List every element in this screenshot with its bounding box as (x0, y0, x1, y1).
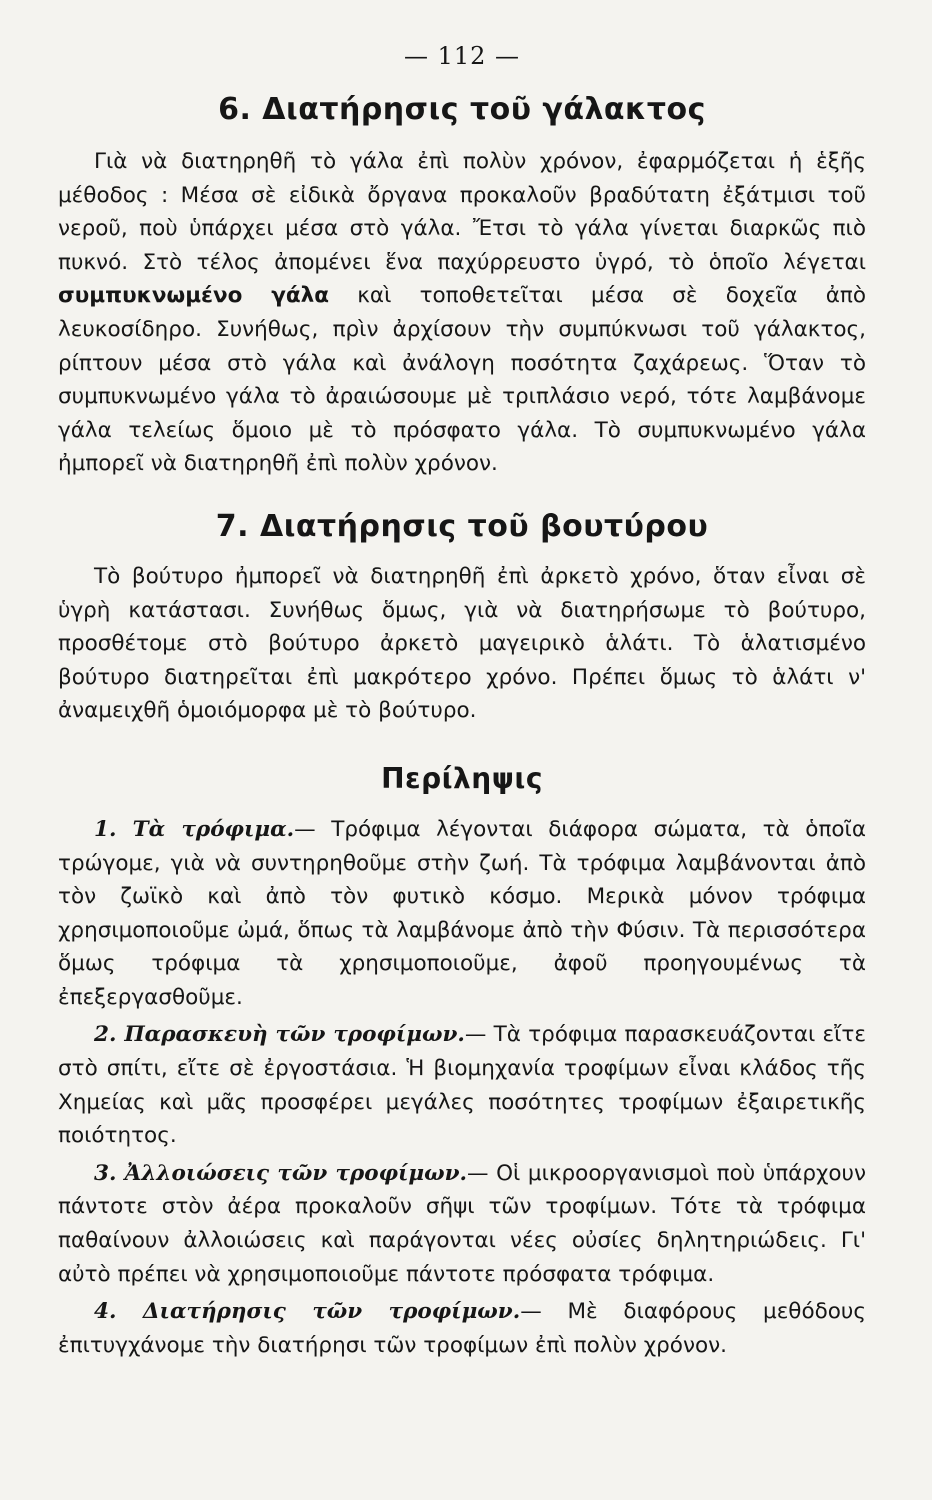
section-6-text-a: Γιὰ νὰ διατηρηθῆ τὸ γάλα ἐπὶ πολὺν χρόνον, ἐφαρμόζεται ἡ ἑξῆς μέθοδος : Μέσα σὲ εἰδικὰ ὄργανα προκαλοῦν βραδύτατη ἐξάτμισι τοῦ νεροῦ, ποὺ ὑπάρχει μέσα στὸ γάλα. Ἔτσι τὸ γάλα γίνεται διαρκῶς πιὸ πυκνό. Στὸ τέλος ἀπομένει ἕνα παχύρρευστο ὑγρό, τὸ ὁποῖο λέγεται (58, 149, 866, 275)
summary-item-2-head: 2. Παρασκευὴ τῶν τροφίμων. (94, 1022, 465, 1048)
page-number: — 112 — (403, 42, 521, 70)
summary-item-1-head: 1. Τὰ τρόφιμα. (94, 816, 295, 842)
section-6-text-b: καὶ τοποθετεῖται μέσα σὲ δοχεῖα ἀπὸ λευκοσίδηρο. Συνήθως, πρὶν ἀρχίσουν τὴν συμπύκνωσι τοῦ γάλακτος, ρίπτουν μέσα στὸ γάλα καὶ ἀνάλογη ποσότητα ζαχάρεως. Ὅταν τὸ συμπυκνωμένο γάλα τὸ ἀραιώσουμε μὲ τριπλάσιο νερό, τότε λαμβάνομε γάλα τελείως ὅμοιο μὲ τὸ πρόσφατο γάλα. Τὸ συμπυκνωμένο γάλα ἠμπορεῖ νὰ διατηρηθῆ ἐπὶ πολὺν χρόνον. (58, 283, 866, 477)
summary-item-1 (58, 813, 866, 1015)
bold-term-condensed-milk: συμπυκνωμένο γάλα (58, 283, 330, 309)
summary-item-4-text: — Μὲ διαφόρους μεθόδους ἐπιτυγχάνομε τὴν διατήρησι τῶν τροφίμων ἐπὶ πολὺν χρόνον. (58, 1299, 866, 1358)
section-6-heading: 6. Διατήρησις τοῦ γάλακτος (218, 92, 706, 127)
summary-item-2-text: — Τὰ τρόφιμα παρασκευάζονται εἴτε στὸ σπίτι, εἴτε σὲ ἐργοστάσια. Ἡ βιομηχανία τροφίμων εἶναι κλάδος τῆς Χημείας καὶ μᾶς προσφέρει μεγάλες ποσότητες τροφίμων ἐξαιρετικῆς ποιότητος. (58, 1022, 866, 1149)
summary-heading: Περίληψις (381, 761, 543, 795)
summary-item-4-head: 4. Διατήρησις τῶν τροφίμων. (94, 1299, 521, 1325)
section-7-paragraph: Τὸ βούτυρο ἠμπορεῖ νὰ διατηρηθῆ ἐπὶ ἀρκετὸ χρόνο, ὅταν εἶναι σὲ ὑγρὴ κατάστασι. Συνήθως ὅμως, γιὰ νὰ διατηρήσωμε τὸ βούτυρο, προσθέτομε στὸ βούτυρο ἀρκετὸ μαγειρικὸ ἁλάτι. Τὸ ἁλατισμένο βούτυρο διατηρεῖται ἐπὶ μακρότερο χρόνο. Πρέπει ὅμως τὸ ἁλάτι ν' ἀναμειχθῆ ὁμοιόμορφα μὲ τὸ βούτυρο. (58, 563, 866, 724)
summary-item-4 (58, 1295, 866, 1362)
section-7-heading: 7. Διατήρησις τοῦ βουτύρου (215, 508, 709, 544)
summary-item-3 (58, 1157, 866, 1291)
summary-item-2 (58, 1018, 866, 1152)
summary-item-3-text: — Οἱ μικροοργανισμοὶ ποὺ ὑπάρχουν πάντοτε στὸν ἀέρα προκαλοῦν σῆψι τῶν τροφίμων. Τότε τὰ τρόφιμα παθαίνουν ἀλλοιώσεις καὶ παράγονται νέες οὐσίες δηλητηριώδεις. Γι' αὐτὸ πρέπει νὰ χρησιμοποιοῦμε πάντοτε πρόσφατα τρόφιμα. (58, 1160, 866, 1287)
summary-item-1-text: — Τρόφιμα λέγονται διάφορα σώματα, τὰ ὁποῖα τρώγομε, γιὰ νὰ συντηρηθοῦμε στὴν ζωή. Τὰ τρόφιμα λαμβάνονται ἀπὸ τὸν ζωϊκὸ καὶ ἀπὸ τὸν φυτικὸ κόσμο. Μερικὰ μόνον τρόφιμα χρησιμοποιοῦμε ὠμά, ὅπως τὰ λαμβάνομε ἀπὸ τὴν Φύσιν. Τὰ περισσότερα ὅμως τρόφιμα τὰ χρησιμοποιοῦμε, ἀφοῦ προηγουμένως τὰ ἐπεξεργασθοῦμε. (58, 816, 866, 1010)
section-6-paragraph (58, 145, 866, 481)
summary-item-3-head: 3. Ἀλλοιώσεις τῶν τροφίμων. (94, 1160, 468, 1186)
